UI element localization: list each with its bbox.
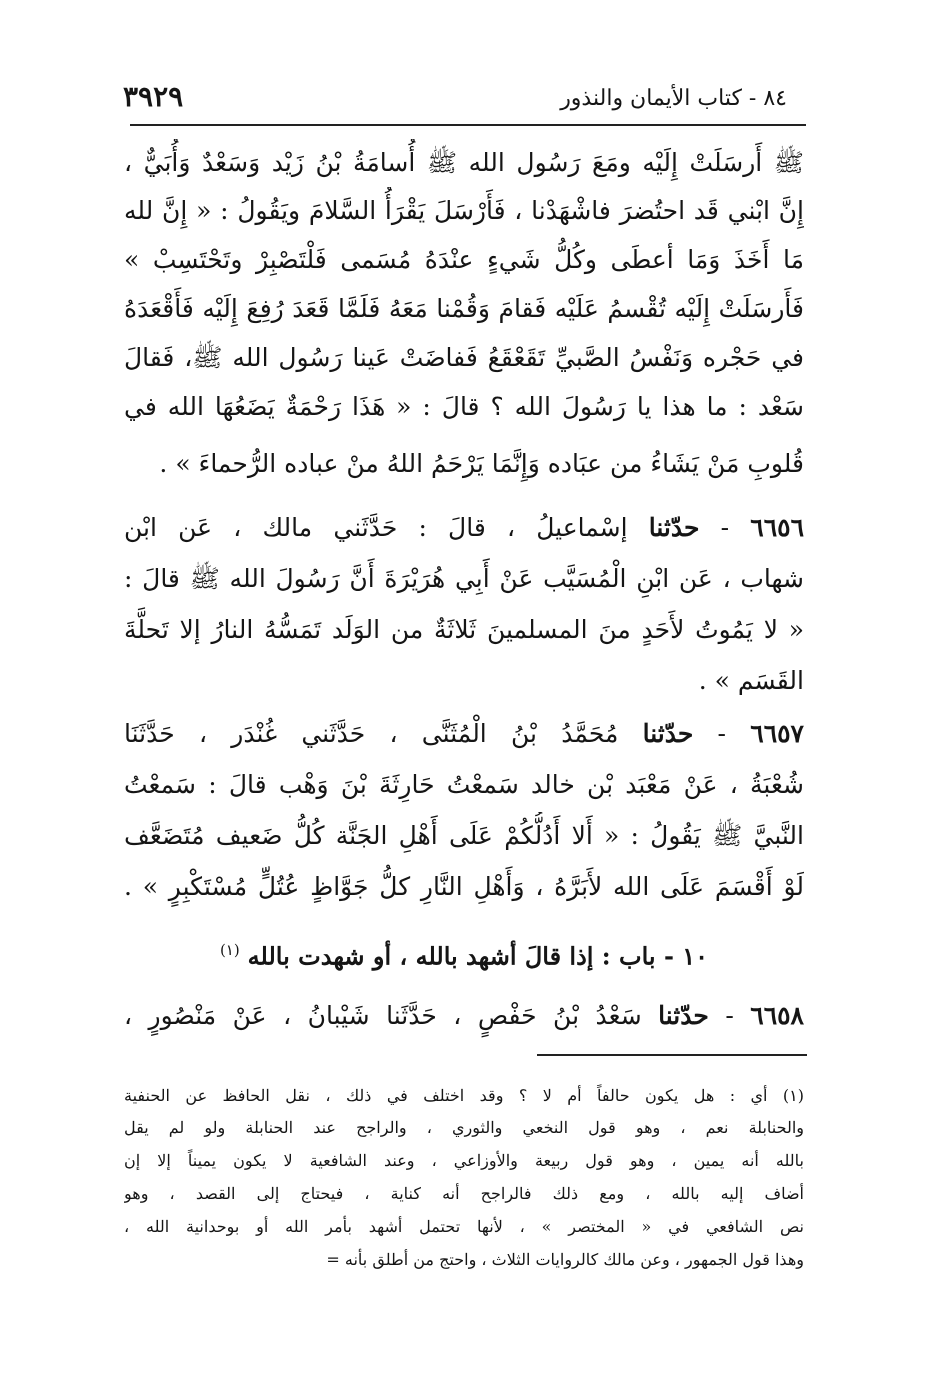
body-line: قُلوبِ مَنْ يَشَاءُ من عبَاده وَإِنَّمَا يَرْحَمُ اللهُ منْ عباده الرُّحماءَ » . (159, 449, 804, 478)
chapter-heading-text: ١٠ - باب : إذا قالَ أشهد بالله ، أو شهدت بالله (247, 941, 709, 971)
footnote-line: أضاف إليه بالله ، ومع ذلك فالراجح أنه كناية ، فيحتاج إلى القصد ، وهو (124, 1184, 804, 1203)
hadith-first-line: ٦٦٥٧ - حدّثنا مُحَمَّدُ بْنُ الْمُثَنَّى ، حَدَّثَني غُنْدَر ، حَدَّثَنَا (124, 719, 804, 748)
hadith-text: إسْماعيلُ ، قالَ : حَدَّثَني مالك ، عَن ابْن (124, 513, 628, 542)
body-line: مَا أَخَذَ وَمَا أعطَى وكُلُّ شَيءٍ عنْدَهُ مُسَمى فَلْتَصْبِرْ وتَحْتَسِبْ » (124, 245, 804, 274)
hadith-number: ٦٦٥٧ (750, 719, 804, 748)
footnote-line: والحنابلة نعم ، وهو قول النخعي والثوري ، والراجح عند الحنابلة ولو لم يقل (124, 1118, 804, 1137)
body-line: سَعْد : ما هذا يا رَسُولَ الله ؟ قالَ : « هَذَا رَحْمَةٌ يَضَعُهَا الله في (124, 392, 804, 421)
narration-lead: حدّثنا (648, 513, 700, 542)
footnote-rule (537, 1054, 807, 1056)
narration-lead: حدّثنا (642, 719, 694, 748)
narration-lead: حدّثنا (658, 1001, 709, 1030)
body-line: النَّبيَّ ﷺ يَقُولُ : « أَلا أَدُلُّكُمْ عَلَى أَهْلِ الجَنَّة كُلُّ ضَعيف مُتَضَعَّف (124, 821, 804, 850)
hadith-number: ٦٦٥٦ (750, 513, 804, 542)
footnote-line: وهذا قول الجمهور ، وعن مالك كالروايات الثلاث ، واحتج من أطلق بأنه = (326, 1250, 804, 1269)
body-line: شُعْبَةُ ، عَنْ مَعْبَد بْن خالد سَمعْتُ حَارِثَةَ بْنَ وَهْب قالَ : سَمعْتُ (124, 770, 804, 799)
hadith-text: مُحَمَّدُ بْنُ الْمُثَنَّى ، حَدَّثَني غُنْدَر ، حَدَّثَنَا (124, 719, 619, 748)
page-number: ٣٩٢٩ (123, 80, 184, 113)
footnote-reference: (١) (219, 941, 240, 959)
footnote-line: نص الشافعي في « المختصر » ، لأنها تحتمل أشهد بأمر الله أو بوحدانية الله ، (124, 1217, 804, 1236)
chapter-heading (124, 926, 804, 974)
hadith-first-line: ٦٦٥٦ - حدّثنا إسْماعيلُ ، قالَ : حَدَّثَني مالك ، عَن ابْن (124, 513, 804, 542)
body-line: شهاب ، عَن ابْنِ الْمُسَيَّب عَنْ أَبِي هُرَيْرَةَ أَنَّ رَسُولَ الله ﷺ قالَ : (124, 564, 804, 593)
body-line: « لا يَمُوتُ لأَحَدٍ منَ المسلمينَ ثَلاثَةٌ من الوَلَد تَمَسُّهُ النارُ إلا تَحلَّةَ (124, 615, 804, 644)
footnote-line: بالله أنه يمين ، وهو قول ربيعة والأوزاعي ، وعند الشافعية لا يكون يميناً إلا إن (124, 1151, 804, 1170)
header-rule (130, 124, 806, 126)
body-line: ﷺ أَرسَلَتْ إِلَيْه ومَعَ رَسُول الله ﷺ أُسامَةُ بْنُ زَيْد وَسَعْدٌ وَأُبَيٌّ ، (124, 148, 804, 177)
footnote-line: (١) أي : هل يكون حالفاً أم لا ؟ وقد اختلف في ذلك ، نقل الحافظ عن الحنفية (124, 1086, 804, 1105)
hadith-first-line: ٦٦٥٨ - حدّثنا سَعْدُ بْنُ حَفْصٍ ، حَدَّثَنا شَيْبانُ ، عَنْ مَنْصُورٍ ، (124, 1001, 804, 1030)
running-header-title: ٨٤ - كتاب الأيمان والنذور (560, 86, 787, 111)
body-line: لَوْ أَقْسَمَ عَلَى الله لأَبَرَّهُ ، وَأَهْلِ النَّارِ كلُّ جَوَّاظٍ عُتُلٍّ مُسْتَكْبِرٍ » . (124, 872, 804, 901)
body-line: إِنَّ ابْني قَد احتُضرَ فاشْهَدْنا ، فَأَرْسَلَ يَقْرَأُ السَّلامَ ويَقُولُ : « إِنَّ لله (124, 196, 804, 225)
body-line: في حَجْره وَنَفْسُ الصَّبيِّ تَقَعْقَعُ فَفاضَتْ عَينا رَسُول الله ﷺ، فَقالَ (124, 343, 804, 372)
hadith-text: سَعْدُ بْنُ حَفْصٍ ، حَدَّثَنا شَيْبانُ ، عَنْ مَنْصُورٍ ، (124, 1001, 642, 1030)
body-line: فَأَرسَلَتْ إِلَيْه تُقْسمُ عَلَيْه فَقامَ وَقُمْنا مَعَهُ فَلَمَّا قَعَدَ رُفِعَ إِلَيْه فَأَقْعَدَهُ (124, 294, 804, 323)
body-line: القَسَم » . (698, 666, 804, 695)
hadith-number: ٦٦٥٨ (750, 1001, 804, 1030)
